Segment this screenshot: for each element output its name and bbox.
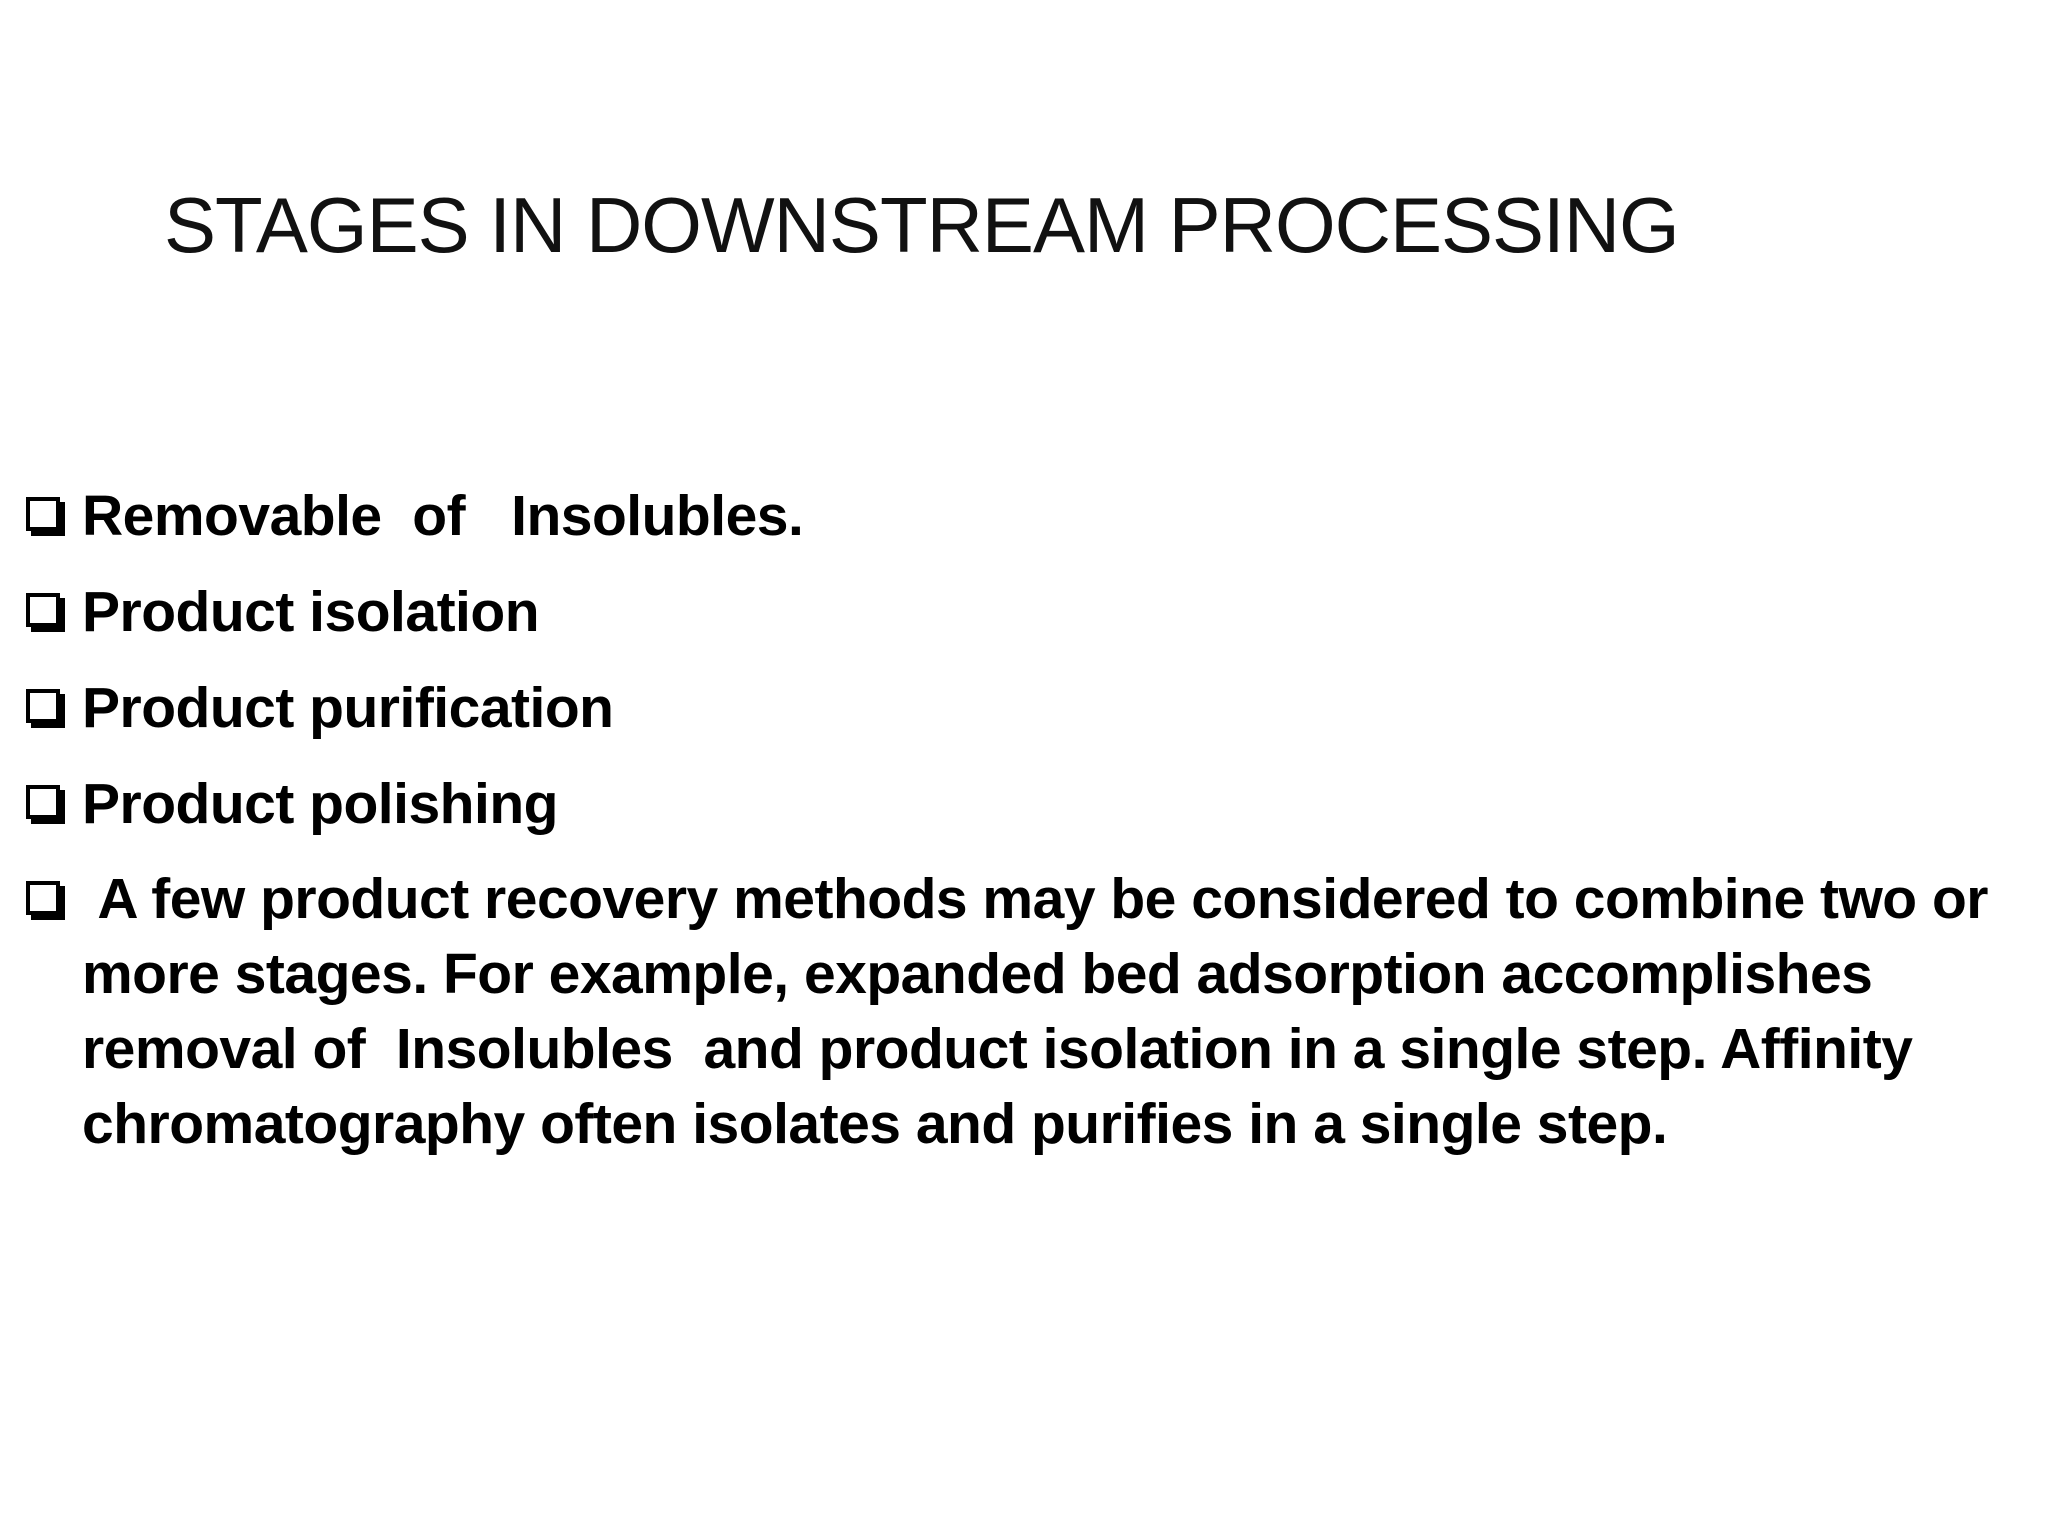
bullet-text: Product purification <box>82 676 614 740</box>
bullet-text: Product polishing <box>82 772 558 836</box>
bullet-text: A few product recovery methods may be considered to combine two or more stages. For example, expanded bed adsorption accomplishes removal of Insolubles and product isolation in a single step. Affinity chromatography often isolates and purifies in a single step. <box>82 867 2004 1156</box>
list-item <box>24 670 2034 746</box>
bullet-list <box>24 478 2034 1182</box>
list-item <box>24 766 2034 842</box>
checkbox-square-icon <box>26 593 60 627</box>
bullet-text: Product isolation <box>82 580 540 644</box>
checkbox-square-icon <box>26 689 60 723</box>
list-item <box>24 574 2034 650</box>
checkbox-square-icon <box>26 881 60 915</box>
checkbox-square-icon <box>26 785 60 819</box>
checkbox-square-icon <box>26 497 60 531</box>
list-item <box>24 862 2034 1162</box>
list-item <box>24 478 2034 554</box>
bullet-text: Removable of Insolubles. <box>82 484 804 548</box>
slide-title: STAGES IN DOWNSTREAM PROCESSING <box>164 181 1679 269</box>
